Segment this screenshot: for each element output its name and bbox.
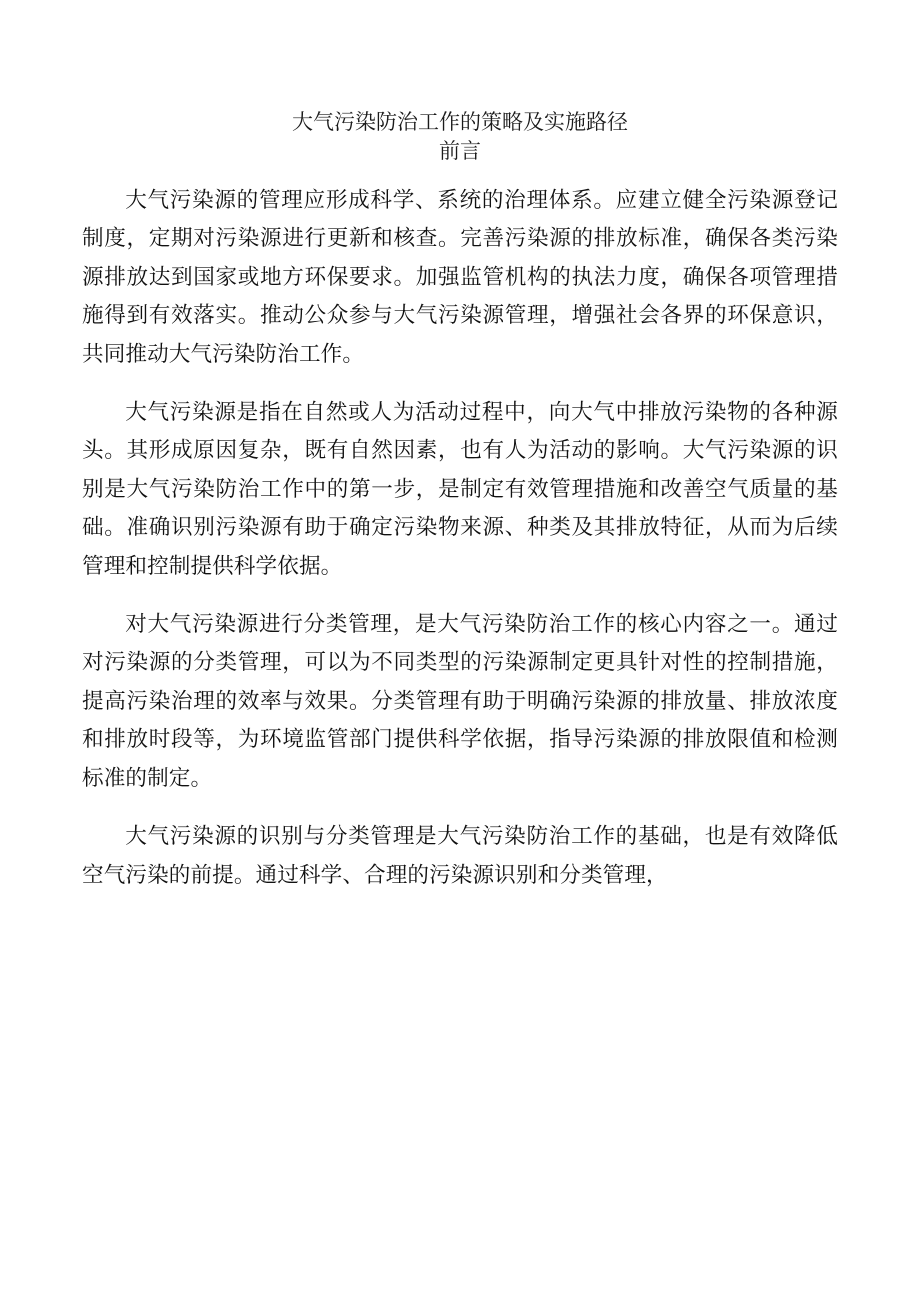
title-block <box>0 108 920 166</box>
paragraph: 大气污染源的管理应形成科学、系统的治理体系。应建立健全污染源登记制度，定期对污染源进行更新和核查。完善污染源的排放标准，确保各类污染源排放达到国家或地方环保要求。加强监管机构的执法力度，确保各项管理措施得到有效落实。推动公众参与大气污染源管理，增强社会各界的环保意识，共同推动大气污染防治工作。 <box>82 188 838 367</box>
paragraph: 对大气污染源进行分类管理，是大气污染防治工作的核心内容之一。通过对污染源的分类管理，可以为不同类型的污染源制定更具针对性的控制措施，提高污染治理的效率与效果。分类管理有助于明确污染源的排放量、排放浓度和排放时段等，为环境监管部门提供科学依据，指导污染源的排放限值和检测标准的制定。 <box>82 612 838 791</box>
paragraph: 大气污染源的识别与分类管理是大气污染防治工作的基础，也是有效降低空气污染的前提。通过科学、合理的污染源识别和分类管理， <box>82 824 838 888</box>
document-title: 大气污染防治工作的策略及实施路径 <box>292 110 628 134</box>
document-subtitle: 前言 <box>439 139 481 163</box>
document-body <box>82 182 838 915</box>
paragraph: 大气污染源是指在自然或人为活动过程中，向大气中排放污染物的各种源头。其形成原因复杂，既有自然因素，也有人为活动的影响。大气污染源的识别是大气污染防治工作中的第一步，是制定有效管理措施和改善空气质量的基础。准确识别污染源有助于确定污染物来源、种类及其排放特征，从而为后续管理和控制提供科学依据。 <box>82 400 838 579</box>
